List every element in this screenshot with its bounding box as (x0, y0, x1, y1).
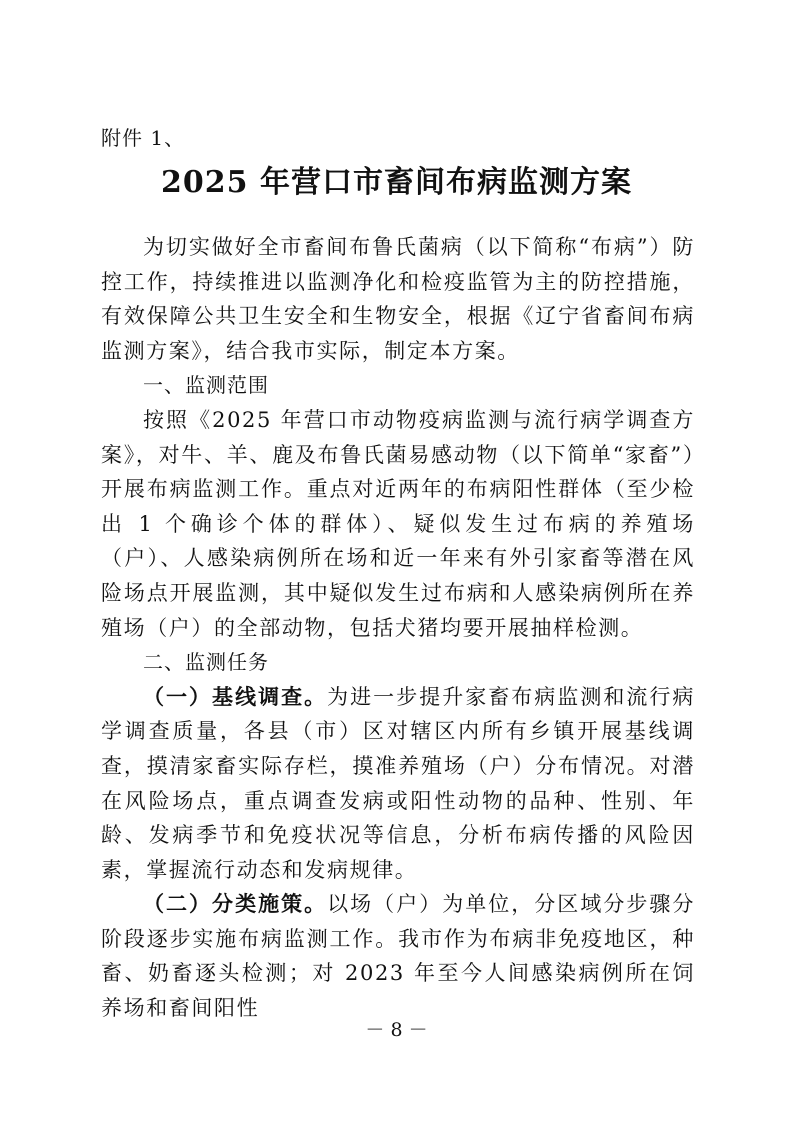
task-baseline-paragraph (101, 680, 695, 888)
task-classified-text: 以场（户）为单位，分区域分步骤分阶段逐步实施布病监测工作。我市作为布病非免疫地区，种畜、奶畜逐头检测；对 2023 年至今人间感染病例所在饲养场和畜间阳性 (101, 892, 695, 1021)
intro-paragraph: 为切实做好全市畜间布鲁氏菌病（以下简称“布病”）防控工作，持续推进以监测净化和检疫监管为主的防控措施，有效保障公共卫生安全和生物安全，根据《辽宁省畜间布病监测方案》，结合我市实际，制定本方案。 (101, 235, 695, 363)
task-classified-paragraph (101, 887, 695, 1025)
scope-paragraph: 按照《2025 年营口市动物疫病监测与流行病学调查方案》，对牛、羊、鹿及布鲁氏菌易感动物（以下简单“家畜”）开展布病监测工作。重点对近两年的布病阳性群体（至少检出 1 个确诊个体的群体）、疑似发生过布病的养殖场（户）、人感染病例所在场和近一年来有外引家畜等潜在风险场点开展监测，其中疑似发生过布病和人感染病例所在养殖场（户）的全部动物，包括犬猪均要开展抽样检测。 (101, 407, 695, 640)
section-heading-tasks: 二、监测任务 (143, 650, 269, 675)
page-number: － 8 － (365, 1019, 428, 1041)
task-baseline-text: 为进一步提升家畜布病监测和流行病学调查质量，各县（市）区对辖区内所有乡镇开展基线调查，摸清家畜实际存栏，摸准养殖场（户）分布情况。对潜在风险场点，重点调查发病或阳性动物的品种、性别、年龄、发病季节和免疫状况等信息，分析布病传播的风险因素，掌握流行动态和发病规律。 (101, 684, 695, 882)
task-baseline-lead: （一）基线调查。 (143, 683, 328, 709)
document-title: 2025 年营口市畜间布病监测方案 (161, 165, 632, 200)
section-heading-scope: 一、监测范围 (143, 373, 269, 398)
attachment-label: 附件 1、 (101, 126, 186, 150)
task-classified-lead: （二）分类施策。 (143, 891, 328, 917)
document-body (101, 230, 695, 1026)
